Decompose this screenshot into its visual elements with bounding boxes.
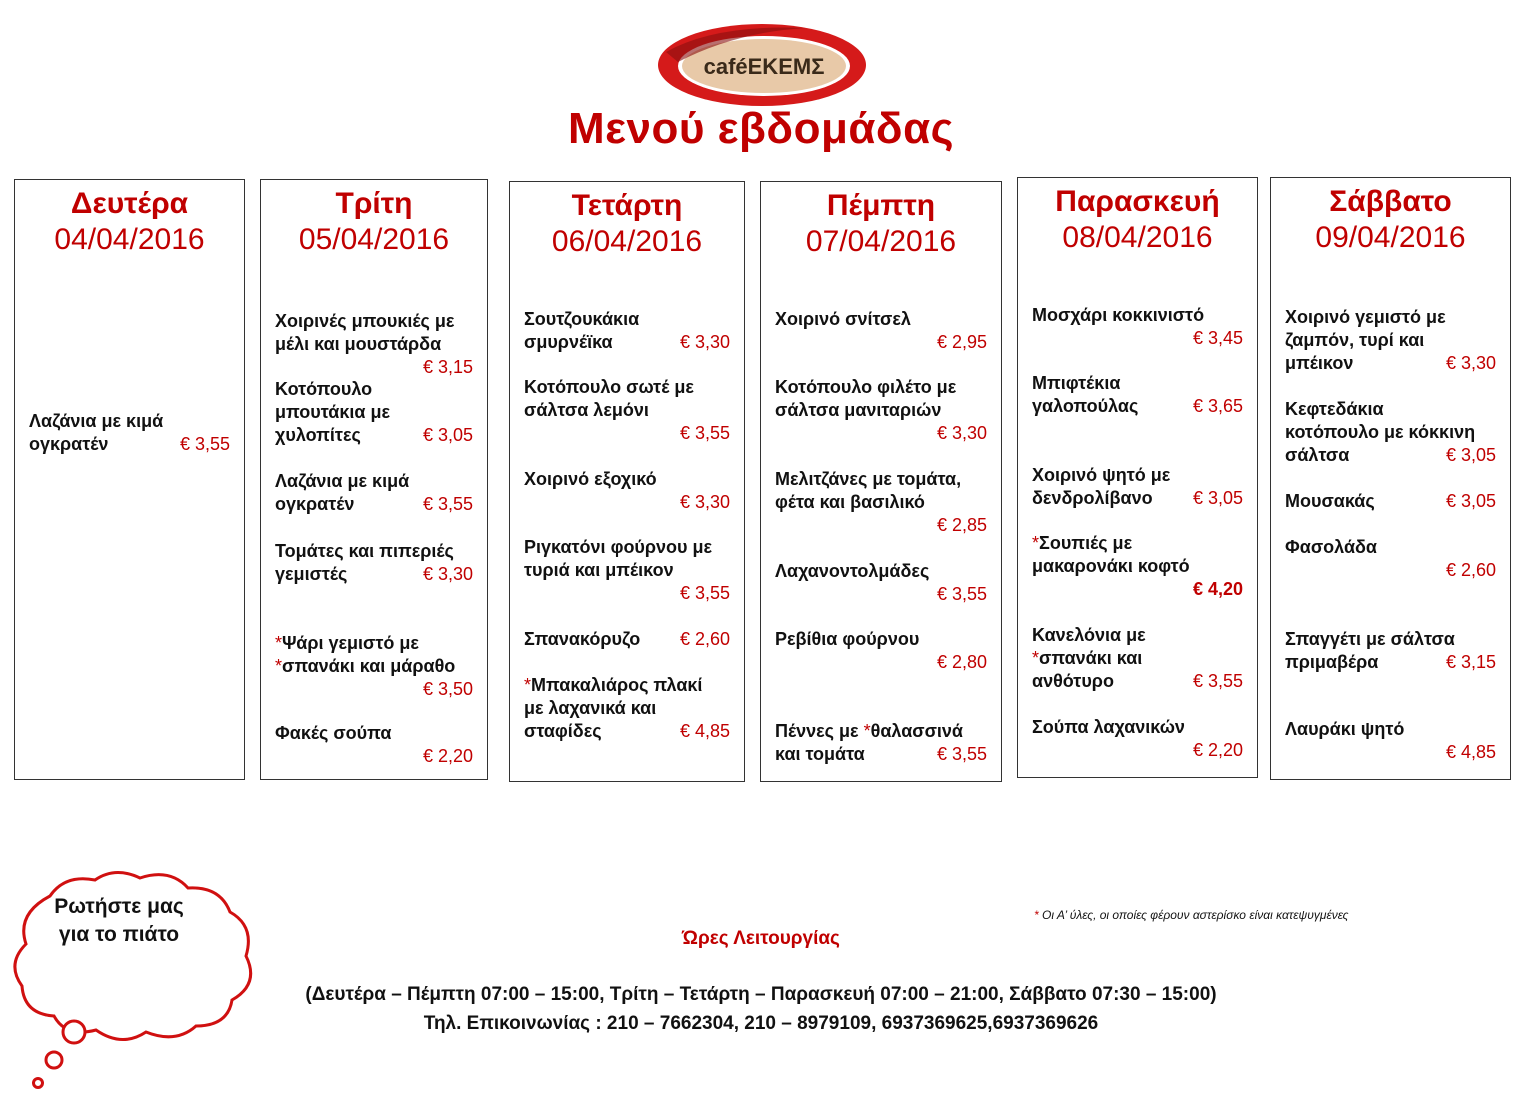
menu-item-name: [1285, 536, 1377, 559]
menu-item-price: € 3,55: [679, 583, 730, 603]
day-column: [760, 181, 1002, 782]
menu-item-line: πριμαβέρα: [1285, 652, 1379, 672]
menu-item-price: € 3,55: [179, 434, 230, 454]
menu-item-line: γεμιστές: [275, 564, 348, 584]
menu-item-name: [775, 468, 961, 514]
menu-item-price: € 3,65: [1192, 396, 1243, 416]
menu-item-name: [524, 468, 657, 491]
menu-item-line: σταφίδες: [524, 721, 602, 741]
menu-item-line: Χοιρινό εξοχικό: [524, 469, 657, 489]
menu-item-price: € 2,95: [936, 332, 987, 352]
menu-item-price: € 3,55: [936, 584, 987, 604]
menu-item-line: ογκρατέν: [275, 494, 355, 514]
day-column: [1270, 177, 1511, 780]
menu-item-name: [775, 308, 911, 331]
menu-item-line: Μελιτζάνες με τομάτα,: [775, 469, 962, 489]
menu-item-line: Χοιρινό γεμιστό με: [1285, 307, 1446, 327]
day-column: [260, 179, 488, 780]
menu-item-price: € 4,85: [679, 721, 730, 741]
day-name: Δευτέρα: [70, 187, 189, 220]
menu-item-line: σάλτσα: [1285, 445, 1350, 465]
menu-item-line: Κοτόπουλο: [275, 379, 373, 399]
menu-item-line: ζαμπόν, τυρί και: [1285, 330, 1425, 350]
menu-item-line: μπέικον: [1285, 353, 1354, 373]
menu-item-name: [775, 628, 919, 651]
menu-item-price: € 2,80: [936, 652, 987, 672]
menu-item-line: Κοτόπουλο σωτέ με: [524, 377, 694, 397]
menu-item-name: [524, 674, 702, 743]
menu-item-line: Μπιφτέκια: [1032, 373, 1121, 393]
day-date: 04/04/2016: [54, 223, 205, 256]
menu-item-name: [1032, 372, 1138, 418]
menu-item-name: [524, 308, 639, 354]
menu-item-line: Κανελόνια με: [1032, 625, 1146, 645]
menu-item-price: € 3,50: [422, 679, 473, 699]
menu-item-line: Λαζάνια με κιμά: [275, 471, 410, 491]
menu-item-name: [275, 632, 455, 678]
day-header: [1018, 184, 1257, 256]
day-header: [510, 188, 744, 260]
menu-item-name: [775, 376, 956, 422]
day-date: 05/04/2016: [298, 223, 450, 256]
menu-item-name: [524, 536, 712, 582]
menu-item-line: ανθότυρο: [1032, 671, 1114, 691]
menu-item-name: [1032, 464, 1170, 510]
frozen-asterisk: *: [863, 721, 871, 741]
menu-item-price: € 2,20: [1192, 740, 1243, 760]
menu-item-line: *Ψάρι γεμιστό με: [275, 633, 419, 653]
day-header: [761, 188, 1001, 260]
menu-item-price: € 3,15: [422, 357, 473, 377]
menu-item-line: Σουτζουκάκια: [524, 309, 640, 329]
menu-item-line: με λαχανικά και: [524, 698, 657, 718]
menu-item-line: σάλτσα μανιταριών: [775, 400, 942, 420]
menu-item-line: Ριγκατόνι φούρνου με: [524, 537, 713, 557]
frozen-note: * Οι Α’ ύλες, οι οποίες φέρουν αστερίσκο είναι κατεψυγμένες: [1034, 908, 1349, 922]
menu-item-line: κοτόπουλο με κόκκινη: [1285, 422, 1476, 442]
menu-item-name: [29, 410, 163, 456]
menu-item-line: Μοσχάρι κοκκινιστό: [1032, 305, 1205, 325]
opening-hours: (Δευτέρα – Πέμπτη 07:00 – 15:00, Τρίτη – Τετάρτη – Παρασκευή 07:00 – 21:00, Σάββατο 07:30 – 15:00): [305, 984, 1217, 1005]
frozen-asterisk: *: [1034, 908, 1039, 922]
menu-item-line: *Σουπιές με: [1032, 533, 1133, 553]
frozen-asterisk: *: [275, 633, 283, 653]
page-title: Μενού εβδομάδας: [567, 104, 955, 153]
menu-item-name: [524, 376, 694, 422]
menu-item-line: φέτα και βασιλικό: [775, 492, 925, 512]
menu-item-price: € 2,60: [679, 629, 730, 649]
menu-item-line: Λαχανοντολμάδες: [775, 561, 930, 581]
ask-bubble-text: Ρωτήστε μας για το πιάτο: [54, 895, 184, 946]
menu-item-line: τυριά και μπέικον: [524, 560, 674, 580]
menu-item-line: Πέννες με *θαλασσινά: [775, 721, 963, 741]
menu-item-line: Φασολάδα: [1285, 537, 1377, 557]
menu-item-price: € 3,30: [936, 423, 987, 443]
day-header: [261, 186, 487, 258]
menu-item-name: [775, 560, 929, 583]
cafe-ekems-logo: [656, 22, 868, 108]
menu-item-line: Χοιρινό σνίτσελ: [775, 309, 911, 329]
frozen-asterisk: *: [275, 656, 283, 676]
day-header: [1271, 184, 1510, 256]
menu-item-price: € 3,30: [679, 332, 730, 352]
day-name: Πέμπτη: [826, 189, 936, 222]
menu-item-price: € 3,05: [422, 425, 473, 445]
menu-item-price: € 3,05: [1445, 445, 1496, 465]
menu-item-line: Λαυράκι ψητό: [1285, 719, 1405, 739]
menu-item-name: [275, 470, 409, 516]
menu-item-name: [275, 722, 392, 745]
day-column: [509, 181, 745, 782]
menu-item-name: [1032, 532, 1190, 578]
menu-item-line: δενδρολίβανο: [1032, 488, 1153, 508]
menu-item-price: € 3,55: [422, 494, 473, 514]
svg-text:caféΕΚΕΜΣ: caféΕΚΕΜΣ: [703, 54, 825, 79]
menu-item-name: [775, 720, 963, 766]
menu-item-price: € 3,45: [1192, 328, 1243, 348]
menu-item-price: € 3,55: [936, 744, 987, 764]
menu-item-price: € 3,05: [1445, 491, 1496, 511]
menu-item-line: Σούπα λαχανικών: [1032, 717, 1185, 737]
menu-item-price: € 4,85: [1445, 742, 1496, 762]
day-name: Τετάρτη: [571, 189, 683, 222]
menu-item-price: € 2,85: [936, 515, 987, 535]
menu-item-name: [1285, 490, 1375, 513]
day-date: 06/04/2016: [551, 225, 703, 258]
menu-item-line: γαλοπούλας: [1032, 396, 1139, 416]
menu-item-line: μακαρονάκι κοφτό: [1032, 556, 1190, 576]
menu-item-line: Χοιρινό ψητό με: [1032, 465, 1171, 485]
menu-item-price: € 3,30: [1445, 353, 1496, 373]
menu-item-name: [275, 378, 390, 447]
menu-item-line: Σπανακόρυζο: [524, 629, 641, 649]
menu-item-line: Χοιρινές μπουκιές με: [275, 311, 455, 331]
menu-item-line: και τομάτα: [775, 744, 865, 764]
menu-item-name: [1032, 716, 1185, 739]
menu-item-price: € 3,55: [679, 423, 730, 443]
menu-item-name: [1032, 304, 1204, 327]
menu-item-line: Κοτόπουλο φιλέτο με: [775, 377, 957, 397]
menu-item-name: [1032, 624, 1146, 693]
menu-item-name: [1285, 718, 1404, 741]
menu-item-line: Τομάτες και πιπεριές: [275, 541, 454, 561]
menu-item-name: [1285, 628, 1455, 674]
day-column: [1017, 177, 1258, 778]
menu-item-line: σμυρνέϊκα: [524, 332, 613, 352]
menu-item-line: Φακές σούπα: [275, 723, 392, 743]
menu-item-line: *Μπακαλιάρος πλακί: [524, 675, 703, 695]
menu-item-line: ογκρατέν: [29, 434, 109, 454]
menu-item-price: € 3,05: [1192, 488, 1243, 508]
menu-item-price: € 3,15: [1445, 652, 1496, 672]
day-date: 09/04/2016: [1315, 221, 1466, 254]
menu-item-line: σάλτσα λεμόνι: [524, 400, 649, 420]
menu-item-line: Μουσακάς: [1285, 491, 1375, 511]
menu-item-name: [275, 310, 454, 356]
menu-item-price: € 2,60: [1445, 560, 1496, 580]
contact-phones: Τηλ. Επικοινωνίας : 210 – 7662304, 210 – 8979109, 6937369625,6937369626: [423, 1013, 1099, 1034]
day-column: [14, 179, 245, 780]
menu-item-line: χυλοπίτες: [275, 425, 361, 445]
menu-item-line: Λαζάνια με κιμά: [29, 411, 164, 431]
menu-item-line: Κεφτεδάκια: [1285, 399, 1384, 419]
frozen-asterisk: *: [1032, 533, 1040, 553]
menu-item-price: € 2,20: [422, 746, 473, 766]
day-name: Παρασκευή: [1055, 185, 1220, 218]
day-header: [15, 186, 244, 258]
menu-item-price: € 4,20: [1192, 579, 1243, 599]
day-name: Σάββατο: [1329, 185, 1452, 218]
day-date: 07/04/2016: [805, 225, 957, 258]
menu-item-line: Σπαγγέτι με σάλτσα: [1285, 629, 1455, 649]
frozen-asterisk: *: [524, 675, 532, 695]
menu-item-line: Ρεβίθια φούρνου: [775, 629, 920, 649]
frozen-asterisk: *: [1032, 648, 1040, 668]
menu-item-name: [524, 628, 640, 651]
menu-item-price: € 3,55: [1192, 671, 1243, 691]
menu-item-line: *σπανάκι και: [1032, 648, 1143, 668]
menu-item-price: € 3,30: [422, 564, 473, 584]
day-date: 08/04/2016: [1062, 221, 1213, 254]
hours-title: Ώρες Λειτουργίας: [682, 928, 840, 949]
menu-item-line: *σπανάκι και μάραθο: [275, 656, 456, 676]
menu-item-name: [1285, 306, 1446, 375]
day-name: Τρίτη: [335, 187, 413, 220]
menu-item-line: μέλι και μουστάρδα: [275, 334, 442, 354]
menu-item-price: € 3,30: [679, 492, 730, 512]
menu-item-line: μπουτάκια με: [275, 402, 391, 422]
